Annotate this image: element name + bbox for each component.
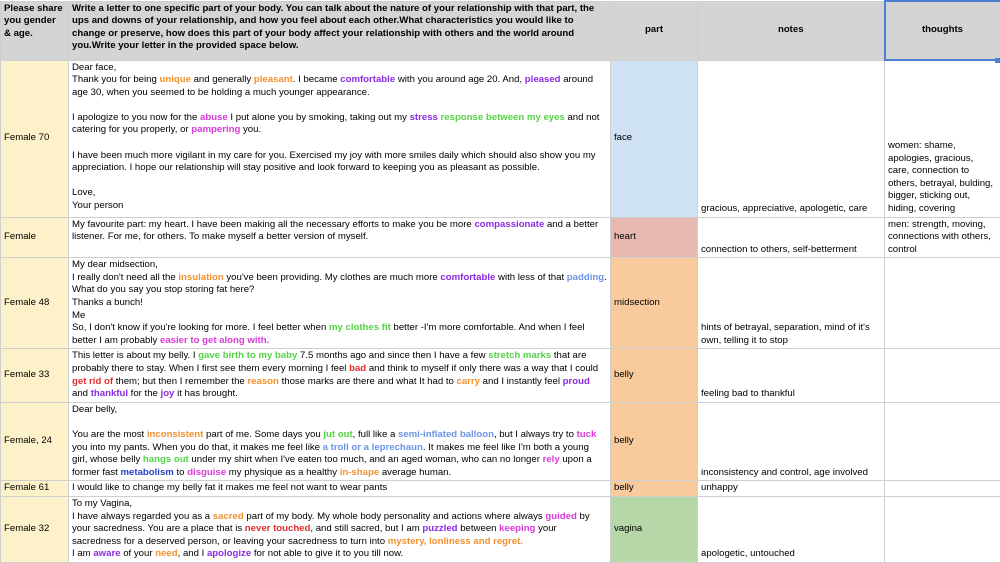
header-prompt[interactable]: Write a letter to one specific part of your body. You can talk about the nature of your relationship with that part, the ups and downs of your relationship, and how you feel about each other.What characteristics you would like to change or preserve, how does this part of your body affect your relationship with others and the world around you.Write your letter in the provided space below.	[69, 1, 611, 60]
part-cell[interactable]: midsection	[611, 258, 698, 349]
part-cell[interactable]: face	[611, 60, 698, 217]
highlighted-word: keeping	[499, 523, 535, 534]
letter-line	[72, 200, 607, 213]
notes-cell[interactable]: inconsistency and control, age involved	[698, 402, 885, 481]
letter-text: This letter is about my belly. I	[72, 350, 198, 361]
letter-text: average human.	[379, 467, 451, 478]
highlighted-word: stretch marks	[488, 350, 551, 361]
letter-text: your sacredness for a deserved person, or leaving your sacredness to turn into	[72, 523, 557, 547]
letter-text: My favourite part: my heart. I have been making all the necessary efforts to make you be more	[72, 219, 474, 230]
letter-text: and	[72, 388, 91, 399]
letter-text: I would like to change my belly fat it makes me feel not want to wear pants	[72, 482, 387, 493]
highlighted-word: unique	[159, 74, 190, 85]
letter-cell[interactable]	[69, 481, 611, 497]
letter-text: under my shirt when I've eaten too much, and an aged woman, who can no longer	[189, 454, 543, 465]
letter-text: part of me. Some days you	[203, 429, 323, 440]
thoughts-cell[interactable]: women: shame, apologies, gracious, care, connection to others, betrayal, bulding, bigger, sticking out, hiding, covering	[885, 60, 1000, 217]
letter-text: . It makes me feel like I'm both a young girl, whose belly	[72, 442, 589, 466]
letter-text: you into my pants. When you do that, it makes me feel like	[72, 442, 323, 453]
highlighted-word: compassionate	[474, 219, 544, 230]
highlighted-word: stress	[410, 112, 438, 123]
highlighted-word: aware	[93, 548, 120, 559]
part-cell[interactable]: vagina	[611, 496, 698, 562]
letter-text: between	[458, 523, 500, 534]
gender-cell[interactable]: Female 33	[1, 349, 69, 402]
table-row	[1, 481, 1000, 497]
table-row	[1, 60, 1000, 217]
gender-cell[interactable]: Female	[1, 217, 69, 258]
thoughts-cell[interactable]: men: strength, moving, connections with others, control	[885, 217, 1000, 258]
letter-text: them; but then I remember the	[113, 376, 247, 387]
highlighted-word: disguise	[187, 467, 226, 478]
letter-text: part of my body. My whole body personality and actions where always	[244, 511, 546, 522]
thoughts-cell[interactable]	[885, 258, 1000, 349]
letter-line	[72, 429, 607, 479]
letter-text: I put alone you by smoking, taking out my	[228, 112, 410, 123]
letter-cell[interactable]	[69, 402, 611, 481]
letter-text: by your sacredness. You are a place that is	[72, 511, 590, 535]
selection-fill-handle[interactable]	[995, 58, 1000, 63]
highlighted-word: never touched	[245, 523, 311, 534]
highlighted-word: response between my eyes	[441, 112, 565, 123]
highlighted-word: pleasant	[254, 74, 293, 85]
highlighted-word: a troll or a leprechaun	[323, 442, 423, 453]
highlighted-word: semi-inflated balloon	[398, 429, 494, 440]
highlighted-word: comfortable	[340, 74, 395, 85]
gender-cell[interactable]: Female 70	[1, 60, 69, 217]
thoughts-cell[interactable]	[885, 496, 1000, 562]
letter-text: You are the most	[72, 429, 147, 440]
highlighted-word: get rid of	[72, 376, 113, 387]
letter-line	[72, 272, 607, 297]
table-row	[1, 258, 1000, 349]
letter-text: Me	[72, 310, 85, 321]
letter-text: it has brought.	[174, 388, 237, 399]
letter-line	[72, 259, 607, 272]
highlighted-word: comfortable	[440, 272, 495, 283]
letter-line	[72, 74, 607, 99]
letter-line	[72, 322, 607, 347]
table-row	[1, 402, 1000, 481]
letter-text: My dear midsection,	[72, 259, 158, 270]
highlighted-word: guided	[545, 511, 576, 522]
highlighted-word: hangs out	[143, 454, 189, 465]
header-row	[1, 1, 1000, 60]
thoughts-cell[interactable]	[885, 402, 1000, 481]
letter-line	[72, 175, 607, 188]
letter-text: that are probably there to stay. When I first see them every morning I feel	[72, 350, 586, 374]
notes-cell[interactable]: connection to others, self-betterment	[698, 217, 885, 258]
letter-text: , and still sacred, but I am	[310, 523, 422, 534]
highlighted-word: insulation	[178, 272, 223, 283]
letter-cell[interactable]	[69, 258, 611, 349]
letter-text: to	[174, 467, 187, 478]
letter-text: Dear belly,	[72, 404, 117, 415]
letter-text: I apologize to you now for the	[72, 112, 200, 123]
highlighted-word: pampering	[191, 124, 240, 135]
thoughts-cell[interactable]	[885, 349, 1000, 402]
letter-line	[72, 482, 607, 495]
letter-cell[interactable]	[69, 60, 611, 217]
letter-text: Thank you for being	[72, 74, 159, 85]
highlighted-word: carry	[457, 376, 480, 387]
letter-text: and a better listener. For me, for others. To make myself a better version of myself.	[72, 219, 598, 243]
letter-text: , full like a	[353, 429, 398, 440]
letter-line	[72, 137, 607, 150]
letter-text: around age 30, when you seemed to be holding a much younger appearance.	[72, 74, 593, 98]
letter-text: upon a former fast	[72, 454, 592, 478]
gender-cell[interactable]: Female 61	[1, 481, 69, 497]
highlighted-word: easier to get along with.	[160, 335, 269, 346]
letter-text: and I instantly feel	[480, 376, 563, 387]
highlighted-word: padding	[567, 272, 604, 283]
highlighted-word: gave birth to my baby	[198, 350, 297, 361]
highlighted-word: metabolism	[121, 467, 174, 478]
letter-text: Dear face,	[72, 62, 116, 73]
letter-text: . I became	[293, 74, 340, 85]
highlighted-word: joy	[161, 388, 175, 399]
letter-text: my physique as a healthy	[226, 467, 340, 478]
header-thoughts[interactable]: thoughts	[885, 1, 1000, 60]
gender-cell[interactable]: Female, 24	[1, 402, 69, 481]
letter-line	[72, 99, 607, 112]
highlighted-word: pleased	[525, 74, 561, 85]
letter-line	[72, 62, 607, 75]
letter-text: with you around age 20. And,	[395, 74, 525, 85]
header-notes[interactable]: notes	[698, 1, 885, 60]
highlighted-word: tuck	[577, 429, 597, 440]
letter-text: I really don't need all the	[72, 272, 178, 283]
letter-line	[72, 297, 607, 310]
letter-text: those marks are there and what It had to	[279, 376, 457, 387]
letter-cell[interactable]	[69, 496, 611, 562]
letter-text: , but I always try to	[494, 429, 577, 440]
letter-cell[interactable]	[69, 349, 611, 402]
part-cell[interactable]: heart	[611, 217, 698, 258]
highlighted-word: abuse	[200, 112, 228, 123]
letter-text: Love,	[72, 187, 95, 198]
letter-text: I am	[72, 548, 93, 559]
notes-cell[interactable]: hints of betrayal, separation, mind of it's own, telling it to stop	[698, 258, 885, 349]
letter-text: of your	[121, 548, 156, 559]
letter-line	[72, 219, 607, 244]
letter-text: . What do you say you stop storing fat here?	[72, 272, 607, 296]
highlighted-word: thankful	[91, 388, 128, 399]
table-row	[1, 349, 1000, 402]
letter-line	[72, 112, 607, 137]
letter-text: To my Vagina,	[72, 498, 132, 509]
part-cell[interactable]: belly	[611, 349, 698, 402]
highlighted-word: need	[155, 548, 177, 559]
letter-text: Thanks a bunch!	[72, 297, 143, 308]
letter-text: better -I'm more comfortable. And when I feel better I am probably	[72, 322, 585, 346]
notes-cell[interactable]: feeling bad to thankful	[698, 349, 885, 402]
letter-line	[72, 404, 607, 417]
letter-line	[72, 416, 607, 429]
gender-cell[interactable]: Female 32	[1, 496, 69, 562]
highlighted-word: sacred	[213, 511, 244, 522]
highlighted-word: reason	[247, 376, 278, 387]
highlighted-word: jut out	[323, 429, 352, 440]
letter-line	[72, 310, 607, 323]
highlighted-word: rely	[543, 454, 560, 465]
table-row	[1, 496, 1000, 562]
highlighted-word: bad	[349, 363, 366, 374]
highlighted-word: apologize	[207, 548, 251, 559]
letter-line	[72, 187, 607, 200]
part-cell[interactable]: belly	[611, 481, 698, 497]
letter-text: So, I don't know if you're looking for more. I feel better when	[72, 322, 329, 333]
highlighted-word: in-shape	[340, 467, 379, 478]
letter-text: I have always regarded you as a	[72, 511, 213, 522]
header-gender[interactable]: Please share you gender & age.	[1, 1, 69, 60]
letter-text: you.	[240, 124, 261, 135]
header-part[interactable]: part	[611, 1, 698, 60]
letter-text: I have been much more vigilant in my care for you. Exercised my joy with more smiles daily which should also show you my appreciation. I hope our relationship will stay positive and look forward to keeping you as pleasant as possible.	[72, 150, 596, 174]
table-row	[1, 217, 1000, 258]
part-cell[interactable]: belly	[611, 402, 698, 481]
notes-cell[interactable]: gracious, appreciative, apologetic, care	[698, 60, 885, 217]
highlighted-word: inconsistent	[147, 429, 204, 440]
letter-line	[72, 150, 607, 175]
highlighted-word: mystery, lonliness and regret.	[388, 536, 523, 547]
letter-cell[interactable]	[69, 217, 611, 258]
notes-cell[interactable]: apologetic, untouched	[698, 496, 885, 562]
notes-cell[interactable]: unhappy	[698, 481, 885, 497]
thoughts-cell[interactable]	[885, 481, 1000, 497]
letter-text: with less of that	[495, 272, 566, 283]
letter-line	[72, 350, 607, 400]
letter-text: you've been providing. My clothes are much more	[224, 272, 441, 283]
highlighted-word: puzzled	[422, 523, 457, 534]
letter-line	[72, 511, 607, 549]
letter-text: for not able to give it to you till now.	[251, 548, 403, 559]
letter-text: Your person	[72, 200, 123, 211]
letter-text: and not catering for you properly, or	[72, 112, 599, 136]
letter-text: 7.5 months ago and since then I have a few	[297, 350, 488, 361]
letter-text: and think to myself if only there was a way that I could	[366, 363, 598, 374]
letter-text: and generally	[191, 74, 254, 85]
letter-text: , and I	[178, 548, 207, 559]
letter-line	[72, 548, 607, 561]
letter-text: for the	[128, 388, 161, 399]
highlighted-word: proud	[563, 376, 590, 387]
highlighted-word: my clothes fit	[329, 322, 391, 333]
gender-cell[interactable]: Female 48	[1, 258, 69, 349]
